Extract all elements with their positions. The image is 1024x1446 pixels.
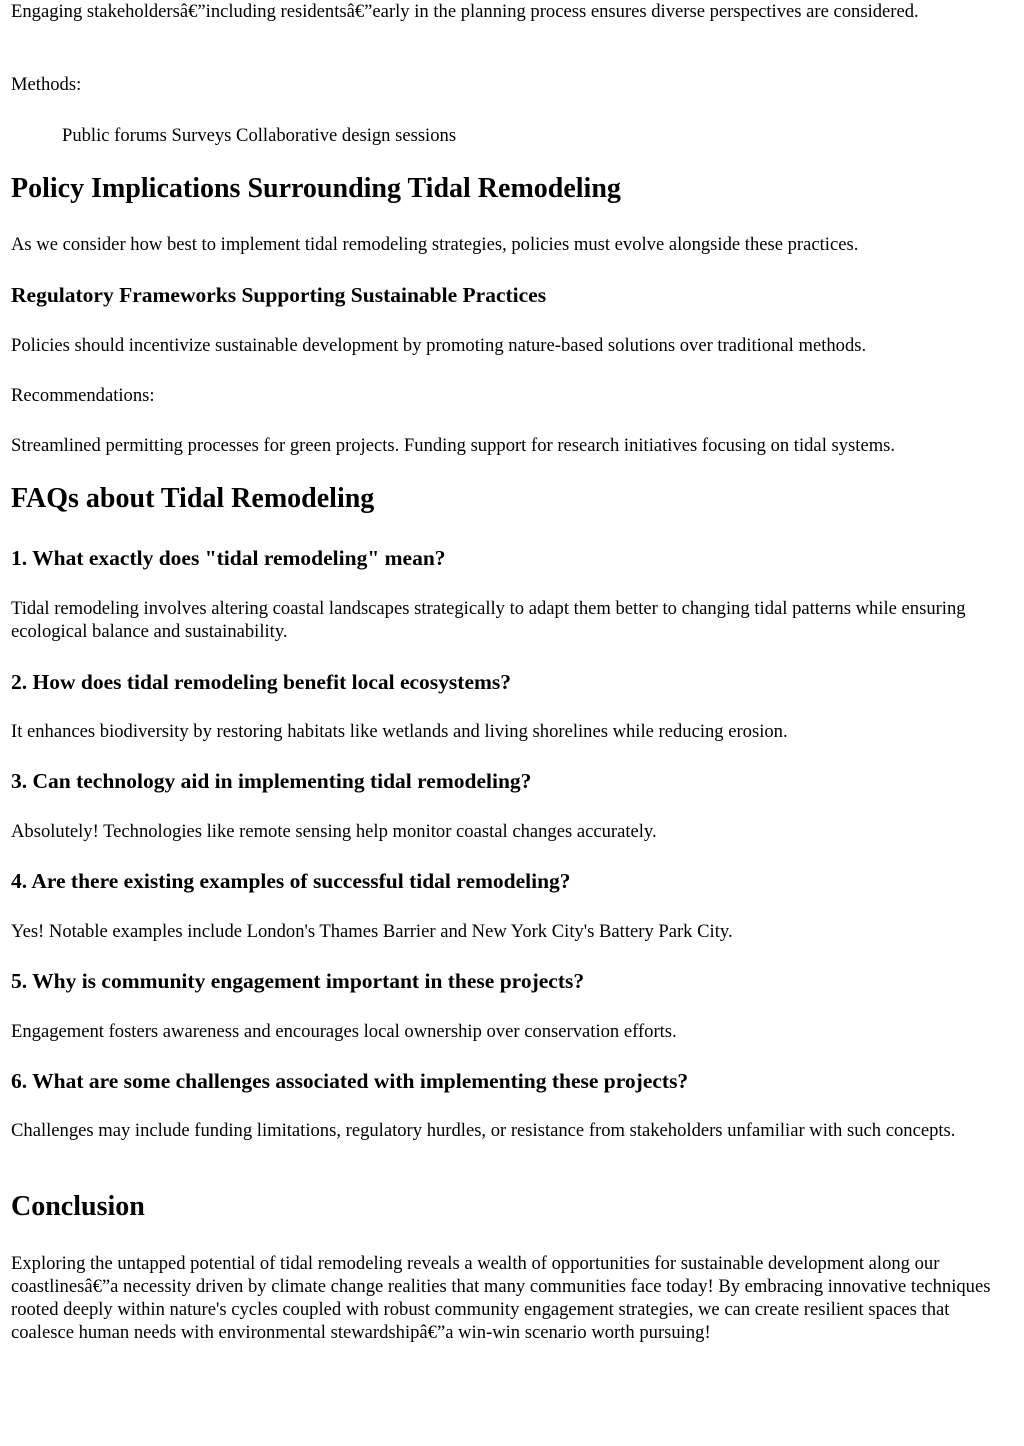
recommendations-text: Streamlined permitting processes for green projects. Funding support for research initiatives focusing on tidal systems. xyxy=(11,435,896,456)
conclusion-heading: Conclusion xyxy=(11,1191,145,1222)
faq-answer-1: Tidal remodeling involves altering coastal landscapes strategically to adapt them better to changing tidal patterns while ensuring ecological balance and sustainability. xyxy=(11,598,966,642)
policy-heading: Policy Implications Surrounding Tidal Remodeling xyxy=(11,173,621,204)
stakeholder-paragraph: Engaging stakeholdersâ€”including residentsâ€”early in the planning process ensures diverse perspectives are considered. xyxy=(11,1,919,22)
methods-label: Methods: xyxy=(11,74,82,95)
recommendations-label: Recommendations: xyxy=(11,385,155,406)
faq-answer-6: Challenges may include funding limitations, regulatory hurdles, or resistance from stakeholders unfamiliar with such concepts. xyxy=(11,1120,956,1141)
faq-question-3: 3. Can technology aid in implementing tidal remodeling? xyxy=(11,769,532,793)
faq-answer-3: Absolutely! Technologies like remote sensing help monitor coastal changes accurately. xyxy=(11,821,657,842)
conclusion-paragraph: Exploring the untapped potential of tidal remodeling reveals a wealth of opportunities for sustainable development along our coastlinesâ€”a necessity driven by climate change realities that many communities face today! By embracing innovative techniques rooted deeply within nature's cycles coupled with robust community engagement strategies, we can create resilient spaces that coalesce human needs with environmental stewardshipâ€”a win-win scenario worth pursuing! xyxy=(11,1253,991,1343)
methods-list: Public forums Surveys Collaborative design sessions xyxy=(62,125,457,146)
faq-question-2: 2. How does tidal remodeling benefit local ecosystems? xyxy=(11,670,512,694)
faq-answer-5: Engagement fosters awareness and encourages local ownership over conservation efforts. xyxy=(11,1021,677,1042)
faq-answer-4: Yes! Notable examples include London's Thames Barrier and New York City's Battery Park City. xyxy=(11,921,733,942)
faq-question-6: 6. What are some challenges associated with implementing these projects? xyxy=(11,1069,689,1093)
regulatory-subheading: Regulatory Frameworks Supporting Sustainable Practices xyxy=(11,283,547,307)
regulatory-paragraph: Policies should incentivize sustainable development by promoting nature-based solutions over traditional methods. xyxy=(11,335,867,356)
faq-question-4: 4. Are there existing examples of successful tidal remodeling? xyxy=(11,869,571,893)
faq-question-5: 5. Why is community engagement important in these projects? xyxy=(11,969,585,993)
faq-answer-2: It enhances biodiversity by restoring habitats like wetlands and living shorelines while reducing erosion. xyxy=(11,721,788,742)
policy-paragraph: As we consider how best to implement tidal remodeling strategies, policies must evolve alongside these practices. xyxy=(11,234,859,255)
faqs-heading: FAQs about Tidal Remodeling xyxy=(11,483,375,514)
faq-question-1: 1. What exactly does "tidal remodeling" mean? xyxy=(11,546,446,570)
